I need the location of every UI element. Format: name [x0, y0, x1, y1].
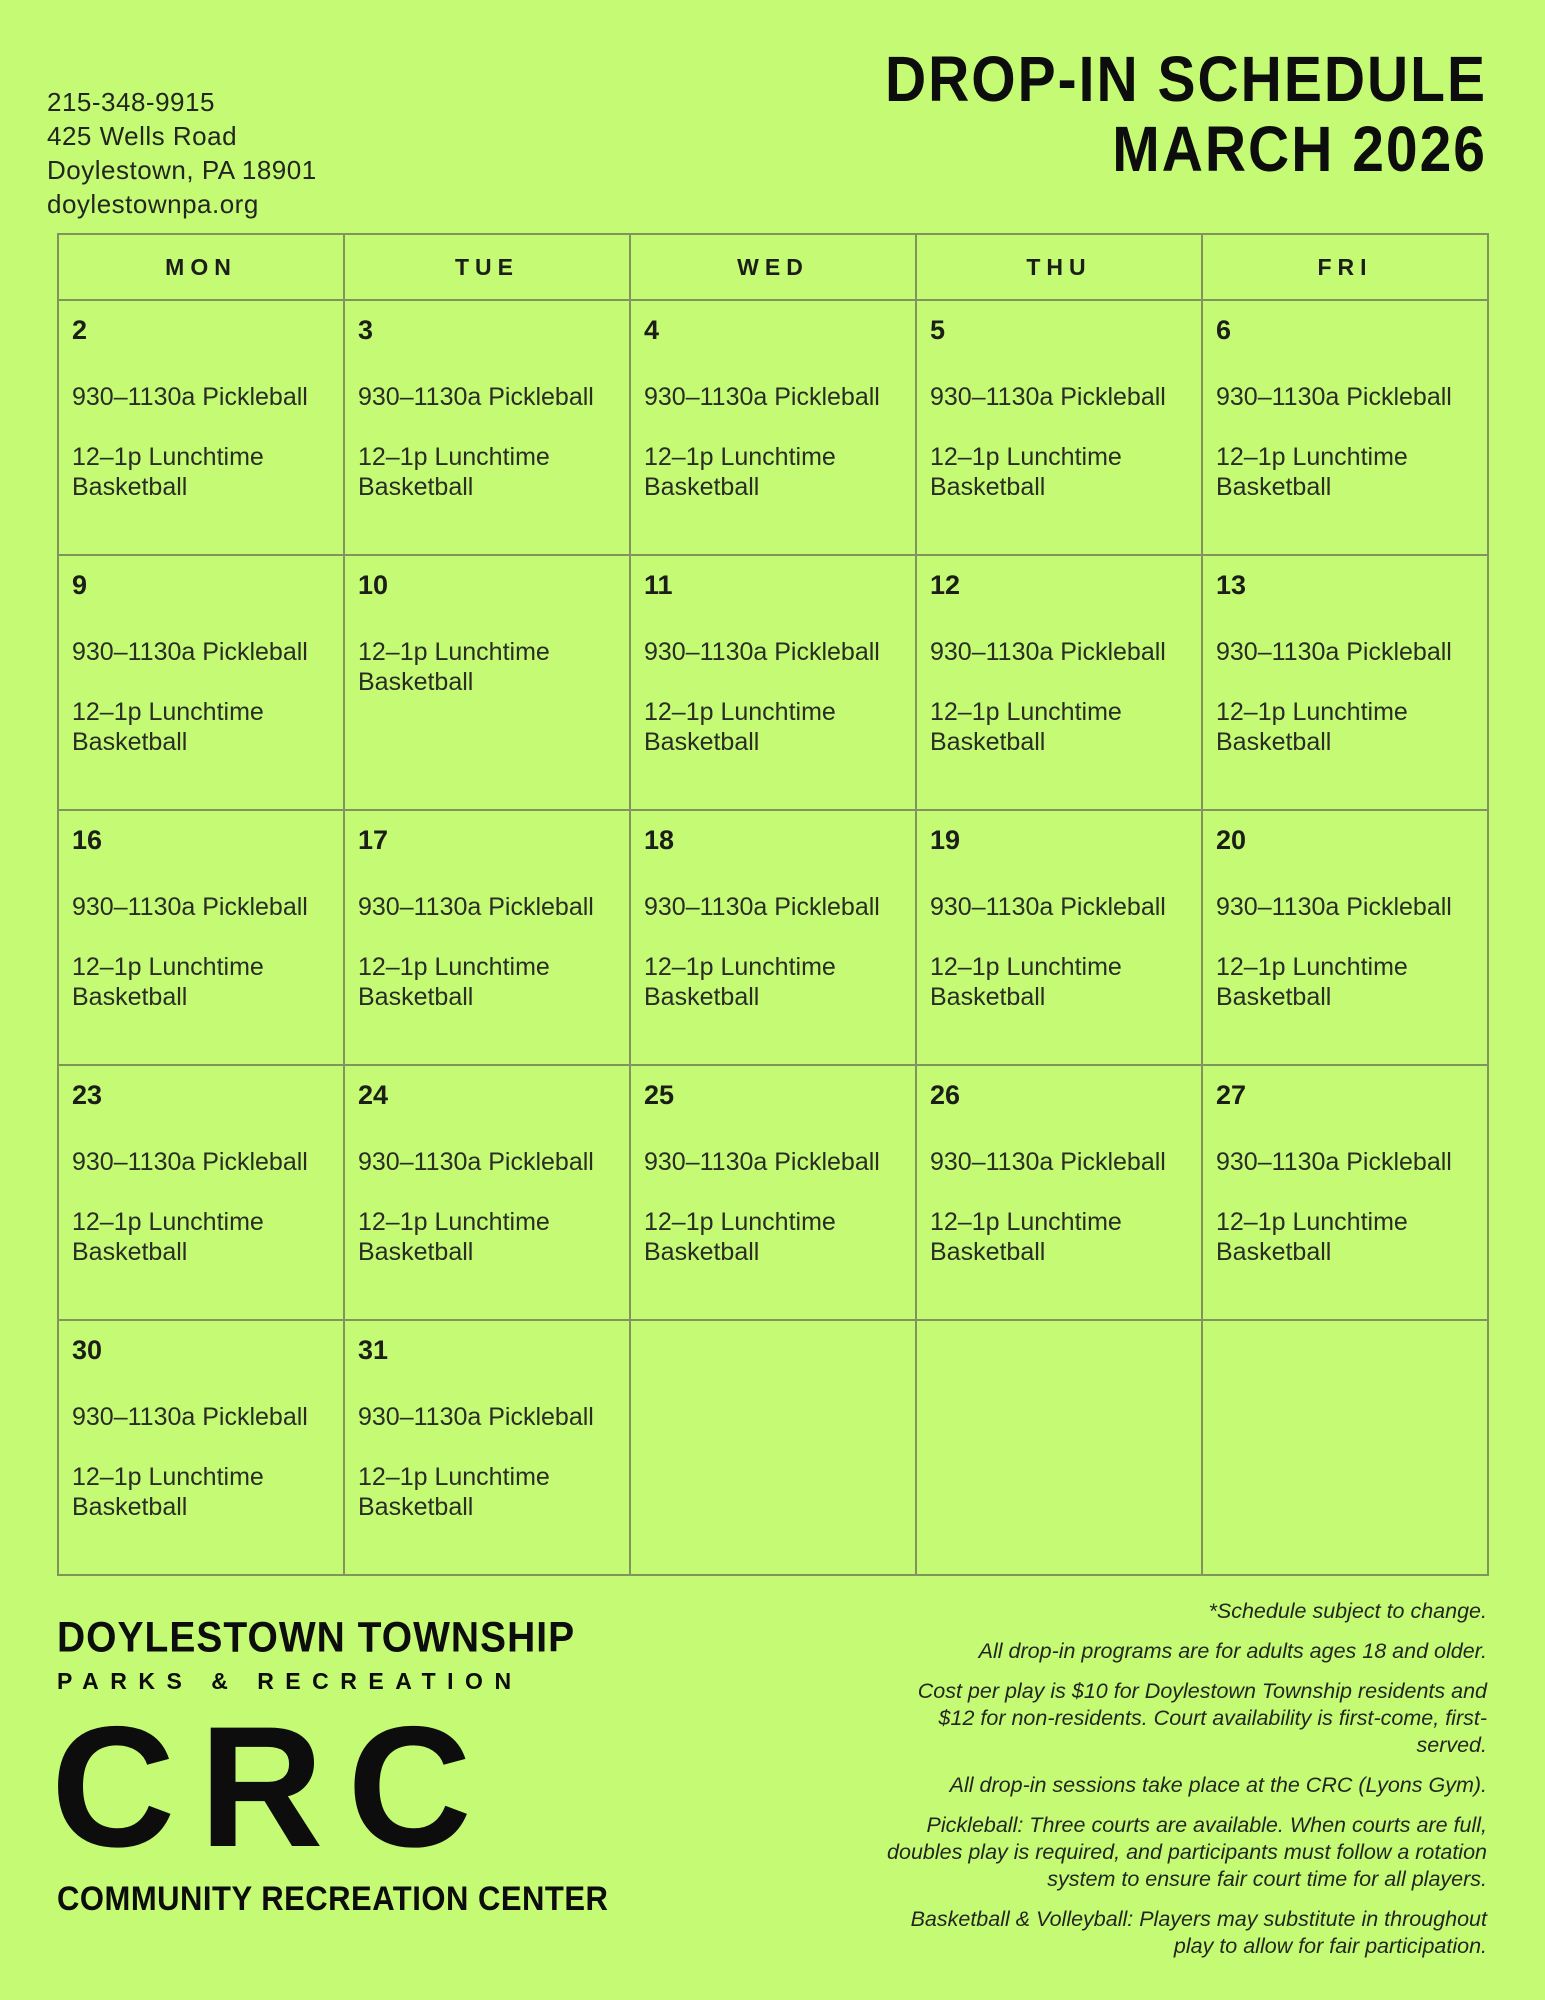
day-header-mon: MON [59, 235, 345, 301]
calendar-cell-day-31 [345, 1321, 631, 1576]
event-label: 930–1130a Pickleball [72, 893, 308, 921]
notes-section [887, 1598, 1487, 1973]
day-header-wed: WED [631, 235, 917, 301]
page-title [884, 44, 1487, 186]
event-label: 930–1130a Pickleball [1216, 383, 1452, 411]
contact-address-line2: Doylestown, PA 18901 [47, 155, 317, 185]
event-label: 12–1p Lunchtime Basketball [644, 698, 836, 756]
calendar-cell-day-2 [59, 301, 345, 556]
date-label: 11 [644, 570, 673, 600]
calendar-cell-day-30 [59, 1321, 345, 1576]
date-label: 16 [72, 825, 103, 855]
event-label: 930–1130a Pickleball [930, 893, 1166, 921]
event-label: 12–1p Lunchtime Basketball [358, 638, 550, 696]
date-label: 10 [358, 570, 389, 600]
event-label: 12–1p Lunchtime Basketball [72, 1208, 264, 1266]
contact-website: doylestownpa.org [47, 189, 259, 219]
calendar-cell-empty [1203, 1321, 1489, 1576]
event-label: 930–1130a Pickleball [358, 893, 594, 921]
event-label: 12–1p Lunchtime Basketball [1216, 698, 1408, 756]
event-label: 930–1130a Pickleball [930, 638, 1166, 666]
event-label: 12–1p Lunchtime Basketball [644, 1208, 836, 1266]
contact-phone: 215-348-9915 [47, 87, 215, 117]
page-title-line1: DROP-IN SCHEDULE [884, 44, 1487, 116]
calendar-cell-day-11 [631, 556, 917, 811]
event-label: 930–1130a Pickleball [1216, 638, 1452, 666]
calendar-cell-day-18 [631, 811, 917, 1066]
calendar-cell-day-17 [345, 811, 631, 1066]
day-header-tue: TUE [345, 235, 631, 301]
event-label: 12–1p Lunchtime Basketball [1216, 953, 1408, 1011]
contact-block [47, 85, 317, 221]
event-label: 12–1p Lunchtime Basketball [930, 698, 1122, 756]
note-item: Basketball & Volleyball: Players may substitute in throughout play to allow for fair participation. [910, 1907, 1487, 1958]
event-label: 930–1130a Pickleball [644, 638, 880, 666]
day-header-thu: THU [917, 235, 1203, 301]
event-label: 930–1130a Pickleball [644, 383, 880, 411]
event-label: 930–1130a Pickleball [1216, 893, 1452, 921]
logo-township-line: DOYLESTOWN TOWNSHIP [57, 1614, 576, 1662]
event-label: 930–1130a Pickleball [1216, 1148, 1452, 1176]
date-label: 5 [930, 315, 946, 345]
event-label: 12–1p Lunchtime Basketball [358, 1463, 550, 1521]
event-label: 12–1p Lunchtime Basketball [358, 1208, 550, 1266]
date-label: 27 [1216, 1080, 1247, 1110]
event-label: 12–1p Lunchtime Basketball [930, 953, 1122, 1011]
note-item: All drop-in sessions take place at the CRC (Lyons Gym). [949, 1773, 1487, 1797]
event-label: 12–1p Lunchtime Basketball [358, 953, 550, 1011]
event-label: 12–1p Lunchtime Basketball [1216, 443, 1408, 501]
date-label: 19 [930, 825, 961, 855]
date-label: 24 [358, 1080, 389, 1110]
calendar-cell-day-9 [59, 556, 345, 811]
date-label: 18 [644, 825, 675, 855]
date-label: 17 [358, 825, 389, 855]
note-item: Cost per play is $10 for Doylestown Township residents and $12 for non-residents. Court availability is first-come, first-served. [917, 1679, 1487, 1757]
page-title-line2: MARCH 2026 [1112, 114, 1487, 186]
note-item: All drop-in programs are for adults ages 18 and older. [978, 1639, 1487, 1663]
event-label: 930–1130a Pickleball [72, 383, 308, 411]
date-label: 12 [930, 570, 961, 600]
event-label: 930–1130a Pickleball [358, 1403, 594, 1431]
calendar-cell-day-19 [917, 811, 1203, 1066]
date-label: 20 [1216, 825, 1247, 855]
calendar-cell-day-16 [59, 811, 345, 1066]
event-label: 12–1p Lunchtime Basketball [930, 1208, 1122, 1266]
date-label: 25 [644, 1080, 675, 1110]
event-label: 12–1p Lunchtime Basketball [644, 443, 836, 501]
event-label: 930–1130a Pickleball [930, 383, 1166, 411]
calendar-cell-day-6 [1203, 301, 1489, 556]
date-label: 23 [72, 1080, 103, 1110]
date-label: 26 [930, 1080, 961, 1110]
calendar-cell-day-10 [345, 556, 631, 811]
calendar-cell-day-12 [917, 556, 1203, 811]
event-label: 930–1130a Pickleball [358, 1148, 594, 1176]
date-label: 13 [1216, 570, 1247, 600]
event-label: 12–1p Lunchtime Basketball [72, 953, 264, 1011]
note-item: Pickleball: Three courts are available. When courts are full, doubles play is required, and participants must follow a rotation system to ensure fair court time for all players. [887, 1813, 1487, 1891]
event-label: 12–1p Lunchtime Basketball [72, 443, 264, 501]
event-label: 930–1130a Pickleball [644, 1148, 880, 1176]
calendar-cell-day-20 [1203, 811, 1489, 1066]
day-header-fri: FRI [1203, 235, 1489, 301]
date-label: 30 [72, 1335, 103, 1365]
date-label: 9 [72, 570, 88, 600]
event-label: 12–1p Lunchtime Basketball [72, 698, 264, 756]
event-label: 12–1p Lunchtime Basketball [930, 443, 1122, 501]
event-label: 930–1130a Pickleball [72, 1148, 308, 1176]
calendar-cell-empty [631, 1321, 917, 1576]
logo-acronym: CRC [51, 1691, 496, 1883]
date-label: 4 [644, 315, 660, 345]
event-label: 12–1p Lunchtime Basketball [644, 953, 836, 1011]
contact-address-line1: 425 Wells Road [47, 121, 238, 151]
logo-center-line: COMMUNITY RECREATION CENTER [57, 1879, 609, 1918]
event-label: 930–1130a Pickleball [72, 1403, 308, 1431]
calendar-cell-empty [917, 1321, 1203, 1576]
event-label: 930–1130a Pickleball [358, 383, 594, 411]
crc-logo [51, 1614, 609, 1918]
calendar-cell-day-26 [917, 1066, 1203, 1321]
calendar-cell-day-27 [1203, 1066, 1489, 1321]
calendar-cell-day-5 [917, 301, 1203, 556]
date-label: 2 [72, 315, 88, 345]
calendar-cell-day-3 [345, 301, 631, 556]
event-label: 12–1p Lunchtime Basketball [1216, 1208, 1408, 1266]
event-label: 930–1130a Pickleball [72, 638, 308, 666]
calendar-cell-day-13 [1203, 556, 1489, 811]
calendar-cell-day-25 [631, 1066, 917, 1321]
event-label: 12–1p Lunchtime Basketball [72, 1463, 264, 1521]
note-item: *Schedule subject to change. [1208, 1599, 1487, 1623]
event-label: 930–1130a Pickleball [644, 893, 880, 921]
logo-parks-rec-line: PARKS & RECREATION [57, 1668, 523, 1694]
calendar-grid [57, 233, 1489, 1576]
calendar-cell-day-24 [345, 1066, 631, 1321]
event-label: 930–1130a Pickleball [930, 1148, 1166, 1176]
calendar-cell-day-4 [631, 301, 917, 556]
date-label: 6 [1216, 315, 1232, 345]
date-label: 31 [358, 1335, 389, 1365]
date-label: 3 [358, 315, 374, 345]
event-label: 12–1p Lunchtime Basketball [358, 443, 550, 501]
calendar-cell-day-23 [59, 1066, 345, 1321]
